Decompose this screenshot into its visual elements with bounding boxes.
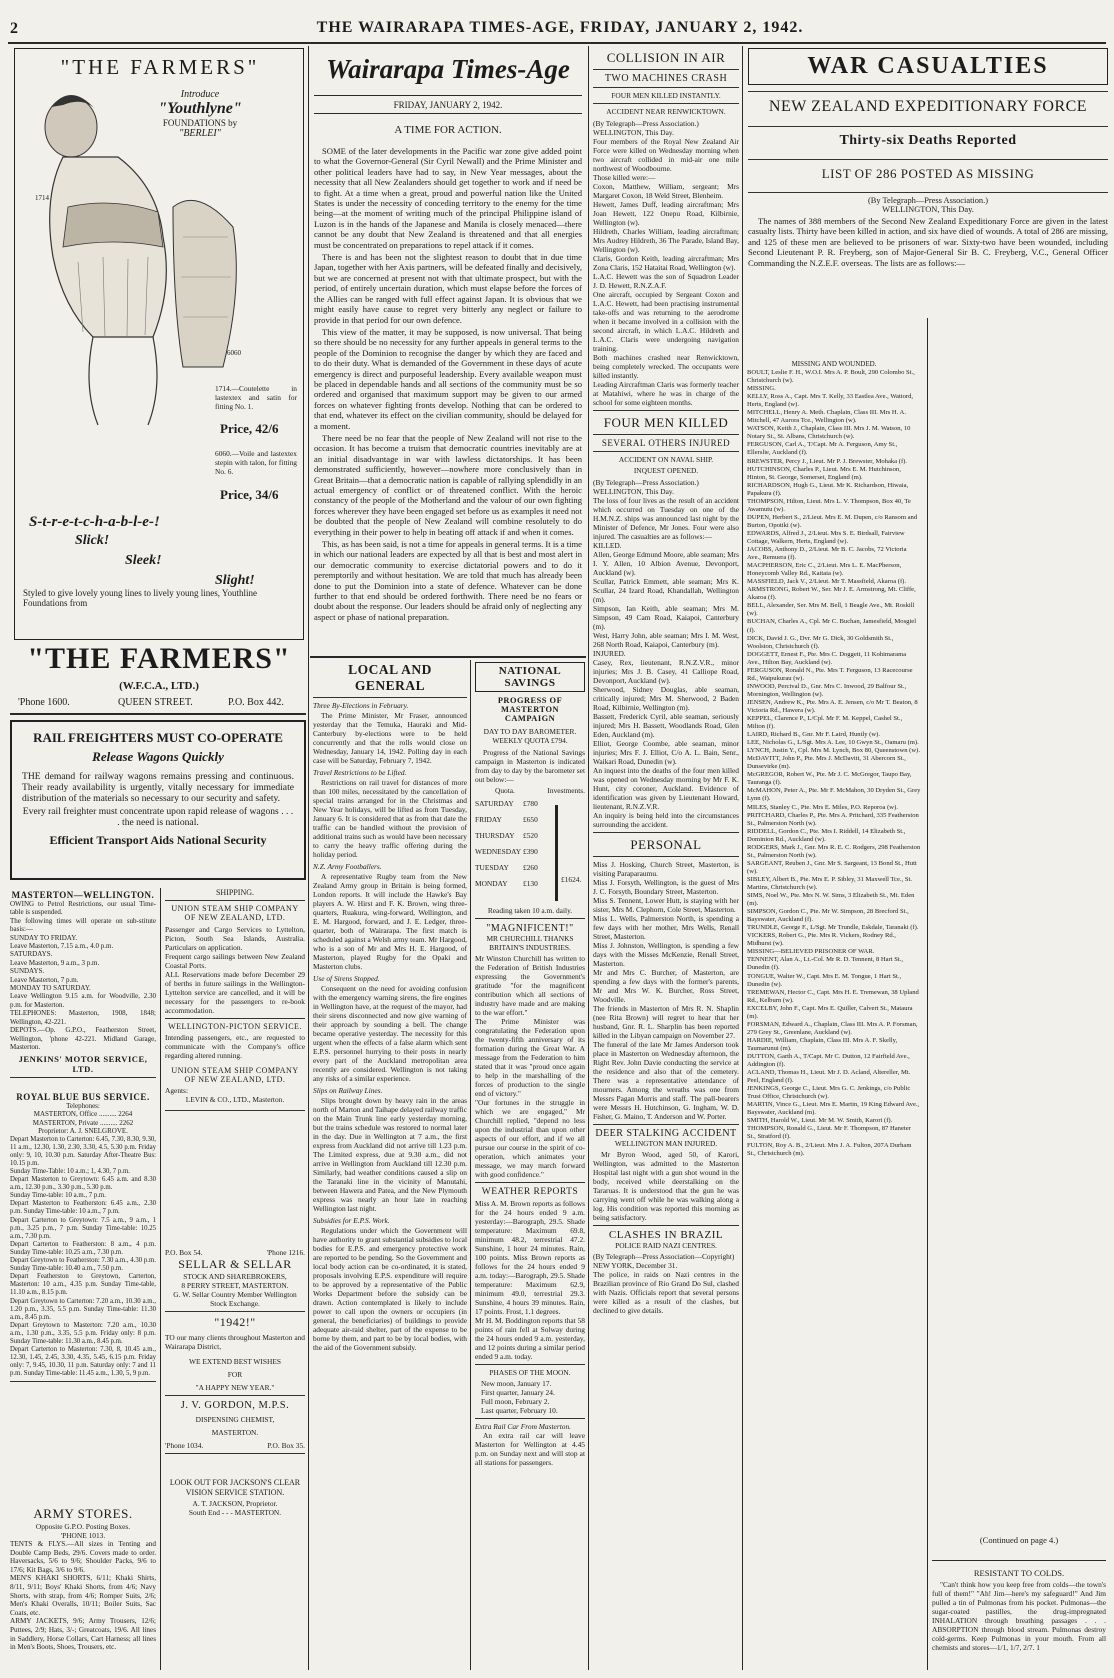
local-item: Regulations under which the Government will have authority to grant substantial subsidies to local bodies for E.P.S. and emergency protective work are reported to be pending. So the Government and local body action can be co-ordinated, it is stated, proposals involving E.P.S. expenditure will require to be approved by a representative of the Public Works Department before the subsidy can be drawn. Action contemplated is likely to include power to call upon the owners or occupiers (in general, the beneficiaries) of buildings to provide adequate air-raid shelter, part of the expense to be borne by them, and part to be by local bodies, with the aid of the Government subsidy.: [313, 1226, 467, 1352]
nameplate-rule: [314, 95, 582, 96]
army-stores-ad: [10, 1506, 156, 1652]
casualty-list: [747, 360, 1103, 1520]
news-column: [593, 50, 739, 1315]
magnificent-heading: "MAGNIFICENT!": [486, 923, 574, 934]
barometer-row: [475, 799, 585, 808]
rail-freighters-ad: [10, 720, 306, 880]
usc-title: UNION STEAM SHIP COMPANY OF NEW ZEALAND, LTD.: [171, 904, 299, 922]
styled-text: Styled to give lovely young lines to lively young lines, Youthline Foundations from: [23, 588, 257, 608]
collision-sub2: FOUR MEN KILLED INSTANTLY.: [611, 91, 721, 100]
royal-blue-phones: Telephones: MASTERTON, Office .......... 2264 MASTERTON, Private .......... 2262 Proprietor: A. J. SNELGROVE.: [32, 1102, 134, 1136]
deer-body: Mr Byron Wood, aged 50, of Karori, Wellington, was admitted to the Masterton Hospital last night with a gun shot wound in the body, received while deerstalking on the Tararuas. It is understood that the gun he was carrying went off while he was walking along a log. His condition was reported this morning as being satisfactory.: [593, 1150, 739, 1222]
gordon-sub: DISPENSING CHEMIST,: [195, 1415, 275, 1424]
item-6060-description: 6060.—Voile and lastextex stepin with talon, for fitting No. 6.: [215, 449, 297, 476]
personal-heading: PERSONAL: [630, 837, 702, 852]
nzef-heading: NEW ZEALAND EXPEDITIONARY FORCE: [768, 98, 1088, 115]
barometer-quota: £390: [523, 847, 538, 856]
page-number: 2: [10, 20, 18, 37]
slogan-slick: Slick!: [75, 533, 110, 548]
editorial-paragraph: There is and has been not the slightest reason to doubt that in due time Japan, together with her Axis partners, will be defeated finally and decisively, but we are concerned at present not with that ultimate prospect, but with the period, of entirely uncertain duration, which must elapse before the forces of the Allies can be ranged with full effect against Japan. It is obvious that we might easily have cause to regret very bitterly any neglect or failure to provide in that period for our own defence.: [314, 252, 582, 325]
agents-label: Agents:: [165, 1086, 188, 1095]
weekly-quota: WEEKLY QUOTA £794.: [492, 736, 568, 745]
casualty-list-heading: MISSING AND WOUNDED.: [791, 360, 877, 368]
casualties-intro: The names of 388 members of the Second New Zealand Expeditionary Force are given in the latest casualty lists. Thirty have been killed in action, and six have died of wounds. A total of 286 are missing, and 125 of these men are believed to be prisoners of war. Sixty-two have been wounded, including Second Lieutenant P. R. Freyberg, son of Major-General Sir B. C. Freyberg, V.C., General Officer Commanding the N.Z.E.F. overseas. The lists are as follows:—: [748, 216, 1108, 268]
magnificent-body: Mr Winston Churchill has written to the Federation of British Industries expressing the Government's gratitude "for the magnificent contribution which all sections of industry have made and are making to the war effort." The Prime Minister was congratulating the Federation upon the twenty-fifth anniversary of its formation during the Great War. A message from the Federation to him stated that it was "proud once again to help in the marshalling of the forces of production to the single end of victory." "Our fortunes in the struggle in which we are engaged," Mr Churchill replied, "depend no less upon the industrial than upon other aspects of our effort, and if we all pursue our course in the spirit of co-operation, which animates your message, we may march forward with good confidence.": [475, 954, 585, 1179]
collision-heading: COLLISION IN AIR: [606, 50, 726, 65]
jackson-heading: LOOK OUT FOR JACKSON'S CLEAR VISION SERVICE STATION.: [169, 1478, 301, 1497]
store-subtitle: (W.F.C.A., LTD.): [119, 680, 199, 692]
farmers-advertisement: [14, 48, 304, 640]
newspaper-nameplate: Wairarapa Times-Age: [326, 54, 570, 84]
editorial-paragraph: This view of the matter, it may be supposed, is now universal. That being so there should be no necessity for any further appeals in general terms to the people of the Dominion to recognise the danger by which they are faced and to do their duty. What is demanded of the Government in these days of acute emergency is direct and purposeful leadership. Every available weapon must be placed in dependable hands and all sections of the community must be so ordered and organised that maximum support may be given to our armed forces on whatever fighting fronts develop. Nothing that can be ordered to that end, whatever its effect on the civilian community, should be delayed for a moment.: [314, 326, 582, 431]
farmers-ad-heading: "THE FARMERS": [60, 55, 260, 79]
item-1714-price: Price, 42/6: [220, 421, 279, 436]
barometer-quota: £130: [523, 879, 538, 888]
personal-body: Miss J. Hosking, Church Street, Masterton, is visiting Paraparaumu. Miss J. Forsyth, Wellington, is the guest of Mrs J. C. Forsyth, Boundary Street, Masterton. Miss S. Tennent, Lower Hutt, is staying with her sister, Mrs M. Clephorn, Cole Street, Masterton. Miss L. Wells, Palmerston North, is spending a few days with her mother, Mrs Wells, Renall Street, Masterton. Miss J. Johnston, Wellington, is spending a few days with the Misses McKenzie, Renall Street, Masterton. Mr and Mrs C. Burcher, of Masterton, are spending a few days with the former's parents, Mr and Mrs W. K. Burcher, Ross Street, Woodville. The friends in Masterton of Mrs R. N. Shaplin (nee Rita Brown) will regret to hear that her husband, Gnr. R. L. Sharplin has been reported killed in the Libyan campaign on November 27. The funeral of the late Mr James Anderson took place in Masterton on Wednesday afternoon, the Right Rev. John Davie conducting the service at the residence and also that of the cemetery. There was a representative attendance of mourners. Among the wreaths was one from Messrs Pagan Morris and staff. The pall-bearers were Messrs H. Hutchinson, G. Ingham, W. D. Fisher, G. Maino, T. Anderson and W. Porter.: [593, 860, 739, 1121]
local-item: The Prime Minister, Mr Fraser, announced yesterday that the Temuka, Hauraki and Mid-Canterbury by-elections were to be held concurrently and that the rolls would close on Wednesday, January 14, 1942. Polling day in each case will be Saturday, February 7, 1942.: [313, 711, 467, 765]
gordon-ad: [165, 1400, 305, 1457]
masterton-wellington-notice: [10, 890, 156, 1081]
store-name: "THE FARMERS": [27, 642, 291, 675]
four-men-body: (By Telegraph—Press Association.) WELLINGTON, This Day. The loss of four lives as the result of an accident which occurred on Tuesday on one of the H.M.N.Z. ships was announced last night by the Minister of Defence, Mr Jones. Four were also injured. The casualties are as follows:— KILLED. Allen, George Edmund Moore, able seaman; Mrs I. Y. Allen, 10 Albion Avenue, Devonport, Auckland (w). Scullar, Patrick Emmett, able seaman; Mrs K. Scullar, 24 Izard Road, Khandallah, Wellington (m). Simpson, Ian Keith, able seaman; Mrs M. Simpson, 49 Cam Road, Kaiapoi, Canterbury (m). West, Harry John, able seaman; Mrs I. M. West, 268 North Road, Kaiapoi, Canterbury (m). INJURED. Casey, Rex, lieutenant, R.N.Z.V.R., minor injuries; Mrs J. B. Casey, 41 Calliope Road, Devonport, Auckland (w). Sherwood, Sidney Douglas, able seaman, critically injured; Mrs M. Sherwood, 2 Baden Road, Kilbirnie, Wellington (m). Bassett, Frederick Cyril, able seaman, seriously injured; Mrs H. Bassett, Woodlands Road, Glen Eden, Auckland (m). Elliot, George Coombe, able seaman, minor injuries; Mrs F. J. Elliot, C/o A. L. Bain, Senr., Waikari Road, Dunedin (w). An inquest into the deaths of the four men killed was opened on Wednesday morning by Mr F. K. Hunt, city coroner, Auckland. Evidence of identification was given by Lieutenant Howard, lieutenant, R.N.Z.V.R. An inquiry is being held into the circumstances surrounding the accident.: [593, 478, 739, 829]
sellar-name: SELLAR & SELLAR: [178, 1257, 292, 1271]
item-6060-price: Price, 34/6: [220, 487, 279, 502]
slogan-stretchable: S-t-r-e-t-c-h-a-b-l-e-!: [29, 514, 160, 530]
rail-ad-body-2: Every rail freighter must concentrate upon rapid release of wagons . . . . the need is national.: [22, 806, 294, 828]
collision-body: (By Telegraph—Press Association.) WELLINGTON, This Day. Four members of the Royal New Zealand Air Force were killed on Wednesday morning when two aircraft collided in mid-air one mile northwest of Woodbourne. Those killed were:— Coxon, Matthew, William, sergeant; Mrs Margaret Coxon, 18 Weld Street, Blenheim. Hewett, James Duff, leading aircraftman; Mrs Joan Hewett, 122 Onepu Road, Kilbirnie, Wellington (w). Hildreth, Charles William, leading aircraftman; Mrs Audrey Hildreth, 36 The Parade, Island Bay, Wellington (w). Claris, Gordon Keith, leading aircraftman; Mrs Zona Claris, 152 Hataitai Road, Wellington (w). L.A.C. Hewett was the son of Squadron Leader J. D. Hewett, R.N.Z.A.F. One aircraft, occupied by Sergeant Coxon and L.A.C. Hewett, had been practising instrumental take-offs and was returning to the aerodrome when it became involved in a collision with the second aircraft, in which L.A.C. Hildreth and L.A.C. Claris were undergoing navigation training. Both machines crashed near Renwicktown, being completely wrecked. The occupants were killed instantly. Leading Aircraftman Claris was formerly teacher at Matahiwi, where he was in charge of the school for some eighteen months.: [593, 119, 739, 407]
item-code-6060: 6060: [227, 349, 241, 357]
section-rule: [310, 656, 586, 658]
usc2-title: UNION STEAM SHIP COMPANY OF NEW ZEALAND, LTD.: [171, 1066, 299, 1084]
local-item: Slips brought down by heavy rain in the areas north of Marton and Taihape delayed railway traffic on the Main Trunk line early yesterday morning, but the trains schedule was restored to normal later in the day. Due in Wellington at 7 a.m., the first express from Auckland did not arrive till 1.23 p.m. The Limited express, due at 9.30 a.m., did not arrive in Wellington from Auckland till 12.30 p.m. Similarly, bad weather conditions caused a slip on the Taranaki line in the vicinity of Manutahi, between Hawera and Patea, and the New Plymouth express was nearly an hour late in reaching Wellington last night.: [313, 1096, 467, 1213]
editorial-date: FRIDAY, JANUARY 2, 1942.: [393, 100, 503, 110]
deaths-reported: Thirty-six Deaths Reported: [839, 133, 1017, 148]
local-general-heading: LOCAL AND GENERAL: [348, 662, 432, 693]
local-item: Consequent on the need for avoiding confusion with the emergency warning sirens, the fire engines in Wellington have, at the request of the mayor, had their sirens disconnected and now give warning of their approach by sounding a bell. The change became operative yesterday. The necessity for this urgent when the effects of a false alarm which sent E.P.S. personnel hurrying to their posts in nearly every part of the Auckland metropolitan area recently are considered. Wellington is not taking any risks of a similar experience.: [313, 984, 467, 1083]
resistant-ad: [932, 1568, 1106, 1652]
agent-name: LEVIN & CO., LTD., Masterton.: [185, 1095, 285, 1104]
sellar-sub: STOCK AND SHAREBROKERS,: [183, 1272, 287, 1281]
brazil-heading: CLASHES IN BRAZIL: [608, 1229, 724, 1241]
brazil-sub: POLICE RAID NAZI CENTRES.: [615, 1241, 717, 1250]
section-rule: [10, 713, 306, 715]
slogan-slight: Slight!: [215, 573, 255, 588]
brazil-body: (By Telegraph—Press Association—Copyright) NEW YORK, December 31. The police, in raids on Nazi centres in the Brazilian province of Rio Grand Do Sul, clashed with Nazis. Officials report that several persons were killed as a result of the clashes, but declined to give details.: [593, 1252, 739, 1315]
royal-blue-timetable: Depart Masterton to Carterton: 6.45, 7.30, 8.30, 9.30, 11 a.m., 12.30, 1.30, 2.30, 3.30, 4.5, 5.30 p.m. Friday only: 9, 10, 10.30 p.m. Saturday After-Theatre Bus: 10.15 p.m. Sunday Time-Table: 10 a.m.; 1, 4.30, 7 p.m. Depart Masterton to Greytown: 6.45 a.m. and 8.30 a.m., 12.30 p.m., 3.30 p.m., 5.30 p.m. Sunday Time-table: 10 a.m., 7 p.m. Depart Masterton to Featherston: 6.45 a.m., 2.30 p.m. Sunday Time-table: 10 a.m., 7 p.m. Depart Carterton to Greytown: 7.5 a.m., 9 a.m., 1 p.m., 3.25 p.m., 7 p.m. Sunday Time-table: 10.25 a.m., 7.30 p.m. Depart Carterton to Featherston: 8 a.m., 4 p.m. Sunday Time-table: 10.25 a.m., 7.30 p.m. Depart Greytown to Featherston: 7.30 a.m., 4.30 p.m. Sunday Time-table: 10.40 a.m., 7.50 p.m. Depart Featherston to Greytown, Carterton, Masterton: 10 a.m., 4.35 p.m. Sunday Time-table, 11.10 a.m., 8.15 p.m. Depart Greytown to Carterton: 7.20 a.m., 10.30 a.m., 1.20 p.m., 3.35, 5.5 p.m. Sunday Time-table: 11.30 a.m., 8.45 p.m. Depart Greytown to Masterton: 7.20 a.m., 10.30 a.m., 1.30 p.m., 3.35, 5.5 p.m. Friday only: 8 p.m. Sunday Time-table: 11.30 a.m., 8.45 p.m. Depart Carterton to Masterton: 7.30, 8, 10.45 a.m., 12.30, 1.45, 2.45, 3.30, 4.35, 5.45, 6.15 p.m. Friday only: 7, 9.45, 10.30, 11 p.m. Saturday only: 7 and 11 p.m. Sunday Time-table: 11.45 a.m., 1.30, 5, 9 p.m.: [10, 1135, 156, 1378]
store-street: QUEEN STREET.: [118, 697, 193, 708]
barometer-day: THURSDAY: [475, 831, 515, 840]
national-savings: [475, 662, 585, 1469]
masthead-rule: [8, 42, 1106, 44]
investment-total: £1624.: [561, 875, 582, 884]
column-divider: [588, 46, 589, 1670]
column-divider: [308, 46, 309, 1670]
editorial-body: [314, 146, 582, 624]
nameplate-rule: [314, 113, 582, 114]
corset-illustration: [23, 87, 253, 427]
page-header-title: THE WAIRARAPA TIMES-AGE, FRIDAY, JANUARY 2, 1942.: [316, 19, 804, 36]
war-casualties-heading: WAR CASUALTIES: [807, 53, 1049, 79]
usc-body: Passenger and Cargo Services to Lyttelton, Picton, South Sea Islands, Australia. Particulars on application. Frequent cargo sailings between New Zealand Coastal Ports. ALL Reservations made before December 29 of berths in future sailings in the Wellington-Lyttelton service are cancelled, and it will be necessary for the passengers to re-book accommodation.: [165, 925, 305, 1015]
local-subhead: N.Z. Army Footballers.: [313, 862, 382, 871]
notice-heading: MASTERTON—WELLINGTON.: [11, 890, 155, 900]
barometer-row: [475, 831, 585, 840]
for-label: FOR: [227, 1370, 243, 1379]
store-box: P.O. Box 442.: [228, 697, 284, 708]
shipping-notices: [165, 888, 305, 1114]
column-divider: [160, 888, 161, 1670]
barometer-quota: £650: [523, 815, 538, 824]
barometer-day: FRIDAY: [475, 815, 502, 824]
collision-sub3: ACCIDENT NEAR RENWICKTOWN.: [606, 107, 726, 116]
four-men-sub3: INQUEST OPENED.: [633, 466, 699, 475]
barometer-quota: £780: [523, 799, 538, 808]
editorial-heading: A TIME FOR ACTION.: [394, 124, 502, 136]
barometer-quota: £260: [523, 863, 538, 872]
reading-note: Reading taken 10 a.m. daily.: [487, 906, 573, 915]
rail-ad-heading: RAIL FREIGHTERS MUST CO-OPERATE: [33, 730, 283, 745]
war-casualties-section: [748, 48, 1108, 268]
barometer-table: [475, 799, 585, 903]
shipping-label: SHIPPING.: [215, 888, 254, 897]
extra-rail-body: An extra rail car will leave Masterton for Wellington at 4.45 p.m. on Sunday next and will stop at all stations for passengers.: [475, 1431, 585, 1467]
local-subhead: Slips on Railway Lines.: [313, 1086, 383, 1095]
barometer-row: [475, 847, 585, 856]
local-subhead: Travel Restrictions to be Lifted.: [313, 768, 407, 777]
barometer-day: TUESDAY: [475, 863, 509, 872]
continued-note: (Continued on page 4.): [979, 1535, 1059, 1545]
collision-sub: TWO MACHINES CRASH: [604, 73, 728, 84]
weather-body: Miss A. M. Brown reports as follows for the 24 hours ended 9 a.m. yesterday:—Barograph, 29.5. Shade temperature: Maximum 69.8, minimum 48.2, terrestrial 47.2. Sunshine, 1 hour 24 minutes. Rain, 100 points. Miss Brown reports as follows for the 24 hours ended 9 a.m. today:—Barograph, 29.5. Shade temperature: Maximum 62.9, minimum 49.0, terrestrial 29.3. Sunshine, 4 hours 39 minutes. Rain, 17 points. Frost, 1.1 degrees. Mr H. M. Boddington reports that 58 points of rain fell at Solway during the 24 hours ended 9 a.m. yesterday, and 12 points during a similar period ended 9 a.m. today.: [475, 1199, 585, 1361]
sellar-phone: 'Phone 1216.: [266, 1248, 305, 1257]
four-men-sub2: ACCIDENT ON NAVAL SHIP.: [618, 455, 714, 464]
editorial-paragraph: SOME of the later developments in the Pacific war zone give added point to what the Governor-General (Sir Cyril Newall) and the Prime Minister and other political leaders have had to say, in New Year messages, about the necessity that all New Zealanders should get together to work and if need be to fight. At a time when a great, proud and powerful nation like the United States is under the necessity of conceding territory to the enemy for the time being—at the moment of writing much of the principal Philippine island of Luzon is in the hands of the Japanese and Manila is closely menaced—there cannot be any doubt that New Zealand is threatened and that all energies must be concentrated on preparations to repel attack if it comes.: [314, 146, 582, 250]
royal-blue-heading: ROYAL BLUE BUS SERVICE.: [16, 1092, 150, 1102]
gordon-box: P.O. Box 35.: [267, 1441, 305, 1450]
store-phone: 'Phone 1600.: [18, 697, 70, 708]
resistant-heading: RESISTANT TO COLDS.: [973, 1568, 1065, 1578]
rail-ad-body: THE demand for railway wagons remains pressing and continuous. Their ready availability is urgently, vitally necessary for immediate distribution of the materials so necessary to our security and safety.: [22, 771, 294, 804]
local-subhead: Use of Sirens Stopped.: [313, 974, 380, 983]
local-subhead: Three By-Elections in February.: [313, 701, 409, 710]
rail-ad-subheading: Release Wagons Quickly: [92, 749, 224, 764]
casualties-dateline: WELLINGTON, This Day.: [882, 205, 974, 214]
magnificent-sub: MR CHURCHILL THANKS BRITAIN'S INDUSTRIES.: [486, 934, 574, 952]
savings-subheading: PROGRESS OF MASTERTON CAMPAIGN: [497, 696, 563, 723]
resistant-body: "Can't think how you keep free from colds—the town's full of them!" "Ah! Jim—here's my safeguard!" And Jim pulled a tin of Pulmonas from his pocket. Pulmonas—the sugar-coated pastilles, the drug-impregnated INHALATION through breathing passages . . . ABSORPTION through blood stream. Pulmonas destroy cold-germs. Keep Pulmonas in your mouth. From all chemists and stores—1/1, 1/7, 2/7. 1: [932, 1580, 1106, 1652]
jackson-ad: [165, 1478, 305, 1517]
deer-sub: WELLINGTON MAN INJURED.: [614, 1139, 718, 1148]
jackson-prop: A. T. JACKSON, Proprietor.: [192, 1499, 278, 1508]
picton-body: Intending passengers, etc., are requested to communicate with the Company's office regarding altered running.: [165, 1033, 305, 1060]
barometer-row: [475, 815, 585, 824]
item-1714-description: 1714.—Coutelette in lastextex and satin for fitting No. 1.: [215, 384, 297, 411]
barometer-day: SATURDAY: [475, 799, 514, 808]
column-divider: [470, 660, 471, 1670]
local-subhead: Subsidies for E.P.S. Work.: [313, 1216, 390, 1225]
army-stores-body: TENTS & FLYS.—All sizes in Tenting and Double Camp Beds, 29/6. Covers made to order. Haversacks, 5/6 to 9/6; Shoulder Packs, 9/6 to 17/6; Kit Bags, 3/6 to 9/6. MEN'S KHAKI SHORTS, 6/11; Khaki Shirts, 8/11, 9/11; Boys' Khaki Shorts, from 4/6; Navy Shorts, with strap, from 4/6; Romper Suits, 2/6; Men's Khaki Overalls, 10/11; Boiler Suits, Sac Coats, etc. ARMY JACKETS, 9/6; Army Trousers, 12/6; Puttees, 2/9; Hats, 3/-; Greatcoats, 19/6. All lines in Saddlery, Horse Collars, Cart Harness; all lines in Men's Boots, Shoes, Trousers, etc.: [10, 1540, 156, 1652]
jackson-location: South End - - - MASTERTON.: [188, 1508, 282, 1517]
best-wishes: WE EXTEND BEST WISHES: [189, 1357, 281, 1366]
intro-text: Introduce: [180, 89, 220, 100]
gordon-town: MASTERTON.: [211, 1428, 259, 1437]
gordon-name: J. V. GORDON, M.P.S.: [180, 1400, 290, 1411]
jenkins-company: JENKINS' MOTOR SERVICE, LTD.: [18, 1054, 148, 1075]
extra-rail-heading: Extra Rail Car From Masterton.: [475, 1422, 572, 1431]
editorial-paragraph: There need be no fear that the people of New Zealand will not rise to the occasion. It has become a truism that democratic countries inevitably are at an initial disadvantage in war with lawless dictatorships. It has been demonstrated sufficiently, however—nowhere more conclusively than in Great Britain—that a democratic nation is capable of rallying splendidly in an actual emergency of conflict or of threatened conflict. With the heroic constancy of the people of the Motherland and the valour of our own fighting forces wherever they have been engaged set before us as examples it need not be doubted that the people of New Zealand will combine resolutely to do everything in their power to help in beating off attack if and when it comes.: [314, 432, 582, 537]
barometer-bar: [555, 805, 558, 901]
clients-greeting: TO our many clients throughout Masterton and Wairarapa District,: [165, 1333, 305, 1351]
army-stores-heading: ARMY STORES.: [33, 1506, 133, 1521]
moon-heading: PHASES OF THE MOON.: [489, 1368, 571, 1377]
barometer-row: [475, 863, 585, 872]
sellar-box: P.O. Box 54.: [165, 1248, 203, 1257]
four-men-heading: FOUR MEN KILLED: [603, 415, 729, 430]
local-and-general: [313, 662, 467, 1354]
sellar-ad: [165, 1248, 305, 1399]
missing-list-heading: LIST OF 286 POSTED AS MISSING: [821, 166, 1035, 181]
editorial-paragraph: This, as has been said, is not a time for appeals in general terms. It is a time in which our national leaders are expected by all that is best and most alert in our democratic community to exercise dictatorial powers and to do it peremptorily and without hesitation. We are told that much has already been done to put the Dominion into a state of defence. Whatever can be done further to that end should be ordered forthwith. There need be no fears or doubt about the response. Our leaders should be afraid only of neglecting any aspect or phase of national preparation.: [314, 539, 582, 622]
column-divider: [742, 46, 743, 1670]
casualty-list-entries: BOULT, Leslie F. H., W.O.I. Mrs A. P. Boult, 290 Colombo St., Christchurch (w). MISSING. KELLY, Ross A., Capt. Mrs T. Kelly, 33 Eastlea Ave., Wattord, Herts, England (w). MITCHELL, Henry A. Meth. Chaplain, Class III. Mrs H. A. Mitchell, 47 Aurora Tce., Wellington (w). WATSON, Keith J., Chaplain, Class III. Mrs J. M. Watson, 10 Notary St., St. Albans, Christchurch (w). FERGUSON, Carl A., T/Capt. Mr A. Ferguson, Amy St., Ellerslie, Auckland (f). BREWSTER, Percy J., Lieut. Mr P. J. Brewster, Mohaka (f). HUTCHINSON, Charles P., Lieut. Mrs E. M. Hutchinson, Hinton, St. George, Somerset, England (m). RICHARDSON, Hugh G., Lieut. Mr K. Richardson, Hiwaia, Papakura (f). THOMPSON, Hilton, Lieut. Mrs L. V. Thompson, Box 40, Te Awamutu (w). DUPEN, Herbert S., 2/Lieut. Mrs E. M. Dupen, c/o Ransom and Burton, Opotiki (w). EDWARDS, Alfred J., 2/Lieut. Mrs S. E. Birdsall, Fairview Cottage, Walkern, Herts, England (w). JACOBS, Anthony D., 2/Lieut. Mr B. C. Jacobs, 72 Victoria Ave., Remuera (f). MACPHERSON, Eric C., 2/Lieut. Mrs L. E. MacPherson, Honeycomb Valley Rd., Kaitaia (w). MASSFIELD, Jack V., 2/Lieut. Mr T. Massfield, Akaroa (f). ARMSTRONG, Robert W., Ser. Mr J. E. Armstrong, Mt. Cliffe, Akaroa (f). BELL, Alexander, Ser. Mrs M. Bell, 1 Beagle Ave., Mt. Roskill (w). BUCHAN, Charles A., Cpl. Mr C. Buchan, Jamesfield, Mosgiel (f). DICK, David J. G., Dvr. Mr G. Dick, 30 Goldsmith St., Woolston, Christchurch (f). DOGGETT, Ernest F., Pte. Mrs C. Doggett, 11 Kohimarama Ave., Hilton Bay, Auckland (w). FERGUSON, Ronald N., Pte. Mrs T. Ferguson, 13 Racecourse Rd., Waipukurau (w). INWOOD, Percival D., Gnr. Mrs C. Inwood, 29 Balfour St., Mornington, Wellington (w). JENSEN, Andrew K., Pte. Mrs A. E. Jensen, c/o Mr T. Beaton, 8 Victoria Rd., Hawera (w). KEPPEL, Clarence P., L/Cpl. Mr F. M. Keppel, Cashel St., Milton (f). LAIRD, Richard B., Gnr. Mr F. Laird, Huntly (w). LEE, Nicholas G., L/Sgt. Mrs A. Lee, 10 Gwyn St., Oamaru (m). LYNCH, Justin Y., Cpl. Mrs M. Lynch, Box 80, Queenstown (w). McDAVITT, John P., Pte. Mrs J. McDavitt, 31 Abercorn St., Dunsevirke (m). McGREGOR, Robert W., Pte. Mr J. C. McGregor, Taupo Bay, Tauranga (f). McMAHON, Peter A., Pte. Mr F. McMahon, 30 Dryden St., Grey Lynn (f). MILES, Stanley C., Pte. Mrs E. Miles, P.O. Reporoa (w). PRITCHARD, Charles P., Pte. Mrs A. Pritchard, 335 Featherston St., Palmerston North (w). RIDDELL, Gordon C., Pte. Mrs I. Riddell, 14 Elizabeth St., Dominion Rd., Auckland (w). RODGERS, Mark J., Gnr. Mrs R. E. C. Rodgers, 298 Featherston St., Palmerston North (w). SARGEANT, Reuben J., Gnr. Mr S. Sargeant, 13 Bond St., Hutt (w). SIBLEY, Albert B., Pte. Mrs E. P. Sibley, 31 Maxwell Tce., St. Martins, Christchurch (w). SIMS, Noel W., Pte. Mrs N. W. Sims, 3 Elizabeth St., Mt. Eden (m). SIMPSON, Gordon C., Pte. Mr W. Simpson, 28 Brecford St., Bayswater, Auckland (f). TRUNDLE, George F., L/Sgt. Mr Trundle, Eskdale, Taranaki (f). VICKERS, Robert G., Pte. Mrs R. Vickers, Rodney Rd., Midhurst (w). MISSING—BELIEVED PRISONER OF WAR. TENNENT, Alan A., Lt.-Col. Mr R. D. Tennent, 8 Hart St., Dunedin (f). TONGUE, Walter W., Capt. Mrs E. M. Tongue, 1 Hart St., Dunedin (w). TREMEWAN, Hector C., Capt. Mrs H. E. Tremewan, 38 Upland Rd., Kelburn (w). EXCELBY, John F., Capt. Mrs E. Quiller, Calvert St., Mataura (m). FORSMAN, Edward A., Chaplain, Class III. Mrs A. P. Forsman, 279 Grey St., Greenlane, Auckland (w). HARDIE, William, Chaplain, Class III. Mrs A. F. Skelly, Taumarunui (m). DUTTON, Garth A., T/Capt. Mr C. Dutton, 12 Fairfield Ave., Addington (f). ACLAND, Thomas H., Lieut. Mr J. D. Acland, Altereller, Mt. Peel, England (f). JENKINGS, George C., Lieut. Mrs G. C. Jenkings, c/o Public Trust Office, Christchurch (w). MARTIN, Vince G., Lieut. Mrs E. Martin, 19 King Edward Ave., Bayswater, Auckland (m). SMITH, Harold W., Lieut. Mr M. W. Smith, Karori (f). THOMPSON, Ronald G., Lieut. Mr F. Thompson, 87 Haneter St., Stratford (f). FULTON, Roy A. B., 2/Lieut. Mrs J. A. Fulton, 207A Durham St., Christchurch (m).: [747, 369, 921, 1157]
quota-col-label: Quota.: [495, 786, 515, 795]
army-stores-sub: Opposite G.P.O. Posting Boxes. 'PHONE 1013.: [35, 1522, 131, 1540]
happy-new-year: "A HAPPY NEW YEAR.": [195, 1383, 275, 1392]
investments-col-label: Investments.: [547, 786, 585, 795]
barometer-day: WEDNESDAY: [475, 847, 522, 856]
year-greeting: "1942!": [214, 1315, 256, 1329]
deer-heading: DEER STALKING ACCIDENT: [595, 1128, 737, 1139]
slogan-sleek: Sleek!: [125, 553, 162, 568]
product-name: "Youthlyne": [158, 100, 242, 117]
barometer-label: DAY TO DAY BAROMETER.: [483, 727, 577, 736]
rail-ad-footer: Efficient Transport Aids National Security: [49, 833, 267, 847]
savings-intro: Progress of the National Savings campaign in Masterton is indicated from day to day by the barometer set out below:—: [475, 748, 585, 784]
barometer-day: MONDAY: [475, 879, 508, 888]
local-item: Restrictions on rail travel for distances of more than 100 miles, necessitated by the cancellation of special trains arranged for in the Christmas and New Year holidays, will be lifted as from Tuesday, January 6. It is considered that as from that date the traffic can be handled without the provision of additional trains such as would have been necessary to carry the heavy traffic offering during the holiday period.: [313, 778, 467, 859]
foundations-by: FOUNDATIONS by: [162, 118, 238, 128]
sellar-body: 8 PERRY STREET, MASTERTON. G. W. Sellar Country Member Wellington Stock Exchange.: [173, 1281, 297, 1308]
item-code-1714: 1714: [35, 194, 49, 202]
notice-body: OWING to Petrol Restrictions, our usual Time-table is suspended. The following times will operate on sub-stitute basis:— SUNDAY TO FRIDAY. Leave Masterton, 7.15 a.m., 4.0 p.m. SATURDAYS. Leave Masterton, 9 a.m., 3 p.m. SUNDAYS. Leave Masterton, 7 p.m. MONDAY TO SATURDAY. Leave Wellington 9.15 a.m. for Woodville, 2.30 p.m. for Masterton. TELEPHONES: Masterton, 1908, 1848; Wellington, 42-221. DEPOTS.—Op. G.P.O., Featherston Street, Wellington, 'phone 42-221. Midland Garage, Masterton.: [10, 900, 156, 1051]
section-rule: [932, 1560, 1106, 1561]
gordon-phone: 'Phone 1034.: [165, 1441, 204, 1450]
royal-blue-bus-service: [10, 1092, 156, 1385]
local-item: A representative Rugby team from the New Zealand Army group in Britain is being formed, London reports. It will include the Hawke's Bay players A. W. Hirst and F. K. Brown, wing three-quarters, Ruakura, wing-forward, Wellington, and E. M. Hargood, forward, and J. E. Ledger, three-quarter, both of Wairarapa. The first match is scheduled against a Welsh army team. Mr Hargood, who is a son of Mr and Mrs H. E. Hargood, of Masterton, played Rugby for the Opaki and Masterton clubs.: [313, 872, 467, 971]
brand-name: "BERLEI": [179, 128, 221, 139]
casualties-byline: (By Telegraph—Press Association.): [868, 196, 988, 205]
picton-title: WELLINGTON-PICTON SERVICE.: [168, 1022, 302, 1031]
four-men-sub: SEVERAL OTHERS INJURED: [601, 438, 731, 448]
national-savings-heading: NATIONAL SAVINGS: [498, 665, 562, 689]
barometer-quota: £520: [523, 831, 538, 840]
weather-heading: WEATHER REPORTS: [481, 1187, 579, 1197]
moon-phases: New moon, January 17. First quarter, January 24. Full moon, February 2. Last quarter, February 10.: [481, 1379, 558, 1415]
